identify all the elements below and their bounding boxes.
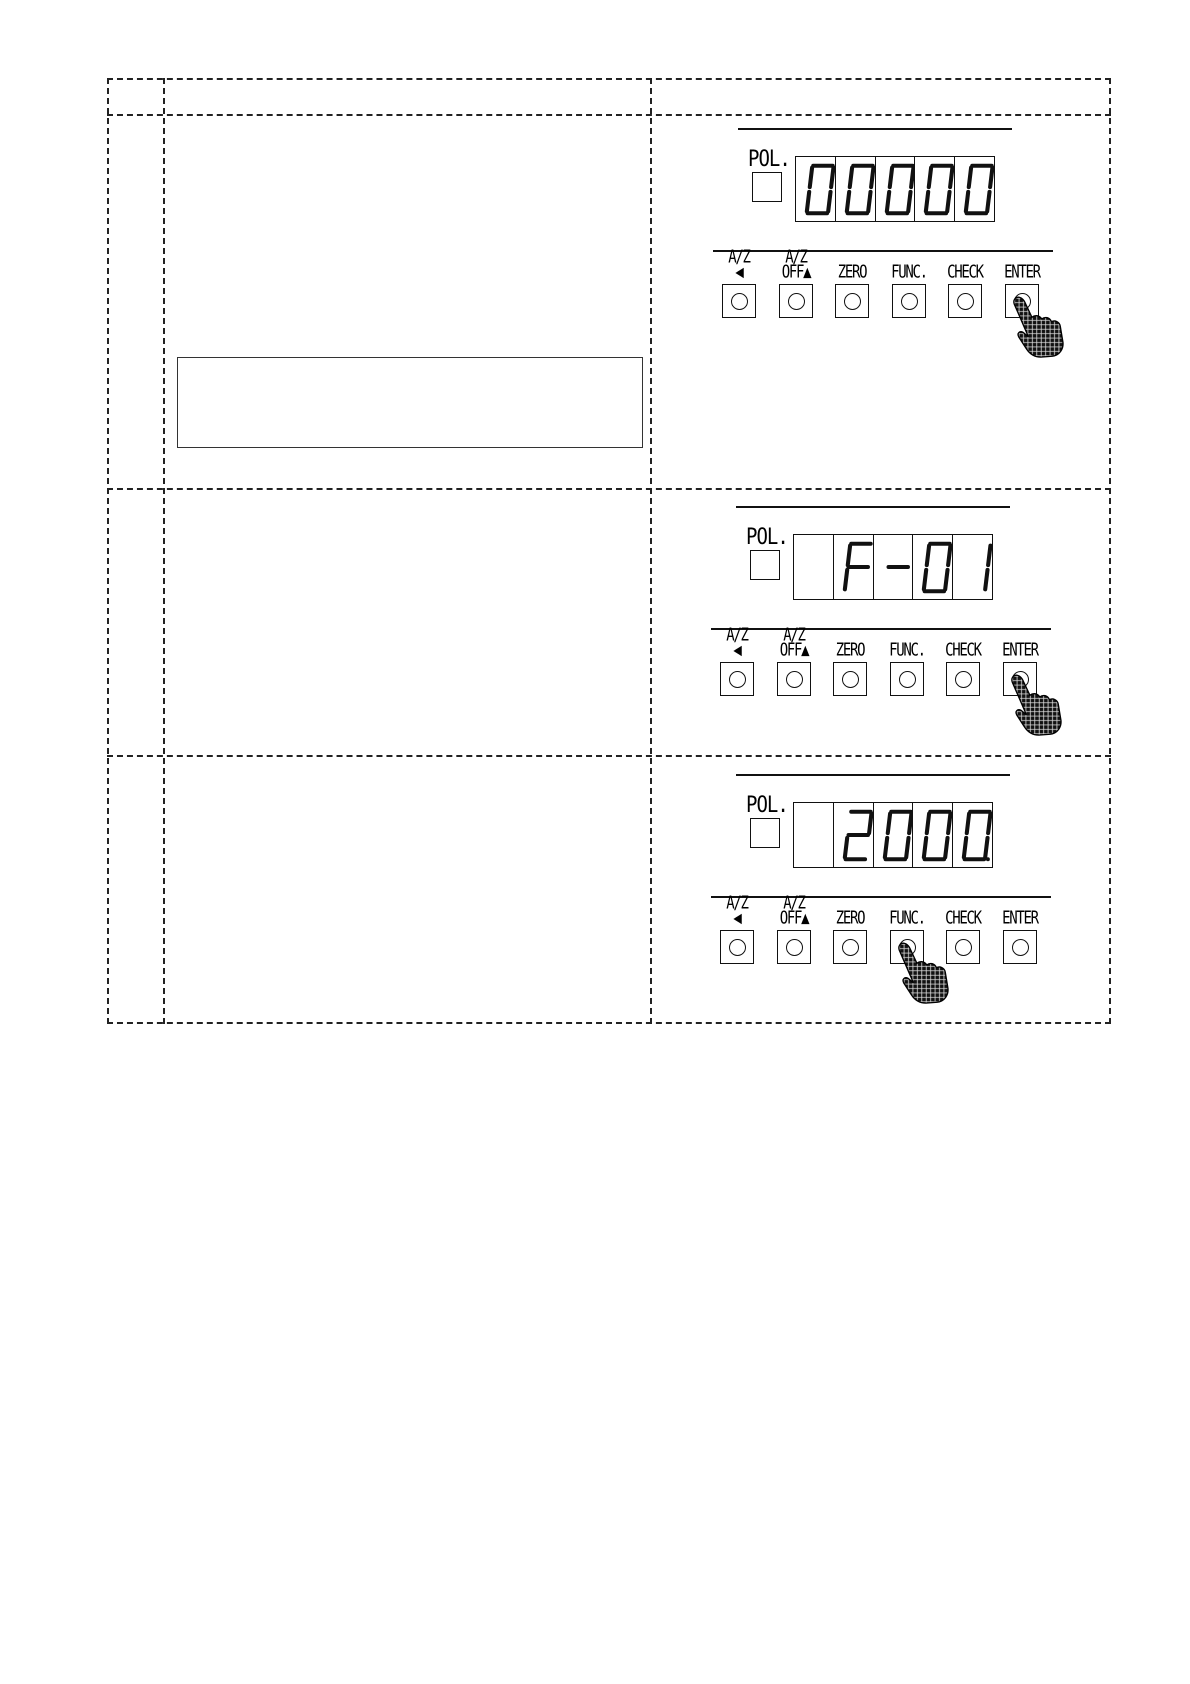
button-label-bottom: OFF▲ [781,262,811,283]
operation-panel-1 [652,128,1040,368]
button-label [719,248,759,281]
enter-button[interactable] [1000,900,1040,964]
button-key[interactable] [720,662,754,696]
note-box [177,357,643,448]
display-digit [913,535,953,599]
func-button[interactable] [887,632,927,696]
button-key[interactable] [835,284,869,318]
display-digit [874,535,914,599]
func-button[interactable] [889,254,929,318]
seven-segment-display [793,534,993,600]
check-button[interactable] [945,254,985,318]
button-label-bottom: FUNC. [891,262,927,283]
az-left-button[interactable] [717,625,757,696]
button-label [774,894,814,927]
check-button[interactable] [943,632,983,696]
button-label-bottom: FUNC. [889,908,925,929]
button-label-bottom: CHECK [947,262,983,283]
display-digit [836,157,876,221]
zero-button[interactable] [830,632,870,696]
panel-top-line [738,128,1012,130]
button-label-bottom: CHECK [945,908,981,929]
pointing-hand-icon [1011,296,1067,363]
display-digit [796,157,836,221]
az-left-button[interactable] [717,893,757,964]
button-label [1002,248,1042,281]
button-label [943,894,983,927]
row-divider-2 [107,755,1111,757]
button-key[interactable] [833,662,867,696]
pol-indicator [752,172,782,202]
button-label [1000,626,1040,659]
button-label-top: A/Z [783,893,805,914]
row-divider-1 [107,488,1111,490]
button-label [830,626,870,659]
button-key[interactable] [890,662,924,696]
button-label-bottom: ZERO [835,908,865,929]
button-key[interactable] [777,662,811,696]
display-digit [913,803,953,867]
display-digit [876,157,916,221]
button-label [889,248,929,281]
button-label [1000,894,1040,927]
operation-panel-3 [650,774,1038,1014]
display-digit [953,535,992,599]
az-off-up-button[interactable] [774,893,814,964]
button-label [717,626,757,659]
button-key[interactable] [946,662,980,696]
button-key[interactable] [722,284,756,318]
button-label-bottom: OFF▲ [779,640,809,661]
button-label-top: A/Z [726,893,748,914]
button-key[interactable] [833,930,867,964]
button-key[interactable] [777,930,811,964]
button-label-bottom: ◀ [733,908,741,929]
button-key[interactable] [948,284,982,318]
zero-button[interactable] [832,254,872,318]
pol-label: POL. [748,146,790,172]
button-label-top: A/Z [728,247,750,268]
column-divider-step [163,78,165,1024]
operation-panel-2 [650,506,1038,746]
button-label [774,626,814,659]
button-label-bottom: CHECK [945,640,981,661]
button-label-bottom: ENTER [1004,262,1040,283]
az-off-up-button[interactable] [776,247,816,318]
display-digit [953,803,992,867]
pointing-hand-icon [896,942,952,1009]
display-digit [794,803,834,867]
button-key[interactable] [1003,930,1037,964]
button-label-bottom: ZERO [835,640,865,661]
button-label-top: A/Z [783,625,805,646]
pol-indicator [750,550,780,580]
button-label [887,894,927,927]
pol-indicator [750,818,780,848]
button-label-bottom: ◀ [735,262,743,283]
panel-top-line [736,506,1010,508]
pol-label: POL. [746,792,788,818]
display-digit [794,535,834,599]
button-label-top: A/Z [785,247,807,268]
az-off-up-button[interactable] [774,625,814,696]
button-label [832,248,872,281]
display-digit [834,803,874,867]
button-label-bottom: ◀ [733,640,741,661]
display-digit [955,157,994,221]
az-left-button[interactable] [719,247,759,318]
seven-segment-display [795,156,995,222]
button-label [830,894,870,927]
display-digit [915,157,955,221]
display-digit [834,535,874,599]
button-label-bottom: FUNC. [889,640,925,661]
button-key[interactable] [779,284,813,318]
header-row-divider [107,114,1111,116]
button-label [943,626,983,659]
zero-button[interactable] [830,900,870,964]
button-label-bottom: ENTER [1002,908,1038,929]
panel-top-line [736,774,1010,776]
pol-label: POL. [746,524,788,550]
display-digit [874,803,914,867]
button-label-top: A/Z [726,625,748,646]
button-label-bottom: ZERO [837,262,867,283]
button-label [945,248,985,281]
button-label [776,248,816,281]
button-row [720,893,1060,970]
button-label-bottom: OFF▲ [779,908,809,929]
button-label [887,626,927,659]
button-key[interactable] [892,284,926,318]
button-label [717,894,757,927]
pointing-hand-icon [1009,674,1065,741]
button-label-bottom: ENTER [1002,640,1038,661]
seven-segment-display [793,802,993,868]
button-key[interactable] [720,930,754,964]
